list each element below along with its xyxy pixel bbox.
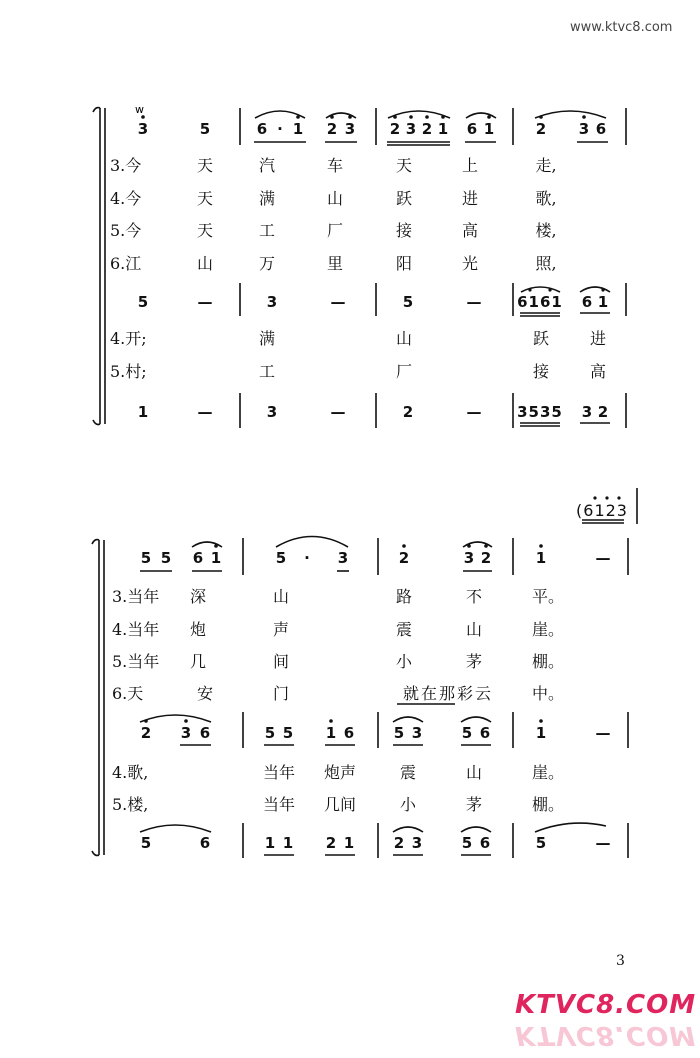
note: 6 <box>581 293 593 311</box>
note: 3 <box>266 293 278 311</box>
note-group: 3535 <box>517 403 563 421</box>
lyric: 里 <box>326 254 344 273</box>
lyric: 平。 <box>531 587 565 606</box>
note: 6 <box>256 120 268 138</box>
slur <box>461 827 491 832</box>
lyric: 厂 <box>395 362 413 381</box>
lyric: 高 <box>589 362 607 381</box>
lyric: 茅 <box>465 652 483 671</box>
note: 1 <box>437 120 449 138</box>
lyric: 高 <box>461 221 479 240</box>
slur <box>461 717 491 722</box>
watermark-logo <box>515 990 696 1020</box>
lyric: 崖。 <box>531 620 565 639</box>
ornament-mark: w <box>135 103 144 116</box>
lyric: 几 <box>189 652 207 671</box>
lyric: 中。 <box>531 684 565 703</box>
lyric: 间 <box>272 652 290 671</box>
note: 5 <box>402 293 414 311</box>
lyric: 天 <box>196 189 214 208</box>
note: 6 <box>343 724 355 742</box>
note: 2 <box>535 120 547 138</box>
lyric: 走, <box>535 156 557 175</box>
lyric: 山 <box>196 254 214 273</box>
lyric: 天 <box>196 156 214 175</box>
lyric: 山 <box>326 189 344 208</box>
slur <box>393 827 423 832</box>
note: 6 <box>192 549 204 567</box>
slur <box>388 111 450 118</box>
lyric: 上 <box>461 156 479 175</box>
lyric: 万 <box>258 254 276 273</box>
note: 3 <box>180 724 192 742</box>
note: 3 <box>344 120 356 138</box>
note: 2 <box>325 834 337 852</box>
lyric: 工 <box>258 221 276 240</box>
note: 5 <box>160 549 172 567</box>
note: 1 <box>343 834 355 852</box>
note: 1 <box>137 403 149 421</box>
ossia-notes: (6123 <box>576 501 628 520</box>
note: 5 <box>275 549 287 567</box>
lyric: 棚。 <box>531 795 565 814</box>
note-group: 6161 <box>517 293 563 311</box>
slur <box>535 111 606 118</box>
note: 5 <box>535 834 547 852</box>
lyric: 路 <box>395 587 413 606</box>
dash: — <box>466 403 482 421</box>
lyric: 山 <box>395 329 413 348</box>
lyric: 汽 <box>258 156 276 175</box>
note: 5 <box>461 834 473 852</box>
lyric: 当年 <box>262 763 296 782</box>
lyric: 进 <box>461 189 479 208</box>
site-url[interactable]: www.ktvc8.com <box>570 20 673 35</box>
dot: · <box>304 549 310 567</box>
note: 1 <box>535 724 547 742</box>
note: 3 <box>266 403 278 421</box>
dash: — <box>330 293 346 311</box>
lyric: 门 <box>272 684 290 703</box>
note: 3 <box>137 120 149 138</box>
note: 3 <box>463 549 475 567</box>
lyric: 棚。 <box>531 652 565 671</box>
slur <box>140 825 211 832</box>
note: 5 <box>140 834 152 852</box>
lyric: 阳 <box>395 254 413 273</box>
lyric: 车 <box>326 156 344 175</box>
lyric: 山 <box>272 587 290 606</box>
note: 3 <box>337 549 349 567</box>
note: 3 <box>405 120 417 138</box>
note: 2 <box>389 120 401 138</box>
lyric: 炮声 <box>323 763 357 782</box>
note: 2 <box>140 724 152 742</box>
lyric: 接 <box>395 221 413 240</box>
note: 5 <box>199 120 211 138</box>
note: 1 <box>210 549 222 567</box>
lyric: 震 <box>399 763 417 782</box>
verse-label: 4.当年 <box>112 620 160 639</box>
note: 6 <box>199 724 211 742</box>
note: 2 <box>480 549 492 567</box>
lyric: 光 <box>461 254 479 273</box>
dash: — <box>595 724 611 742</box>
note: 5 <box>393 724 405 742</box>
verse-label: 5.楼, <box>112 795 149 814</box>
note: 3 <box>411 724 423 742</box>
lyric: 小 <box>395 652 413 671</box>
lyric: 安 <box>196 684 214 703</box>
verse-label: 4.今 <box>110 189 142 208</box>
dot: · <box>277 120 283 138</box>
lyric: 山 <box>465 620 483 639</box>
note: 5 <box>282 724 294 742</box>
slur <box>580 287 610 292</box>
verse-label: 5.村; <box>110 362 147 381</box>
lyric: 震 <box>395 620 413 639</box>
slur <box>466 113 496 118</box>
note: 5 <box>461 724 473 742</box>
lyric: 声 <box>272 620 290 639</box>
verse-label: 6.天 <box>112 684 144 703</box>
verse-label: 4.开; <box>110 329 147 348</box>
lyric: 几间 <box>323 795 357 814</box>
note: 2 <box>597 403 609 421</box>
note: 2 <box>326 120 338 138</box>
note: 1 <box>325 724 337 742</box>
verse-label: 3.当年 <box>112 587 160 606</box>
octave-dots <box>141 115 620 723</box>
lyric: 满 <box>258 189 276 208</box>
lyric: 山 <box>465 763 483 782</box>
note: 3 <box>578 120 590 138</box>
dash: — <box>330 403 346 421</box>
slur <box>535 823 606 832</box>
lyric: 楼, <box>535 221 557 240</box>
lyric: 崖。 <box>531 763 565 782</box>
note: 2 <box>402 403 414 421</box>
note: 6 <box>479 834 491 852</box>
note: 3 <box>581 403 593 421</box>
note: 3 <box>411 834 423 852</box>
verse-label: 4.歌, <box>112 763 149 782</box>
lyric: 炮 <box>189 620 207 639</box>
note: 2 <box>393 834 405 852</box>
watermark-text: KTVC8.COM <box>515 990 697 1020</box>
lyric: 厂 <box>326 221 344 240</box>
verse-label: 5.今 <box>110 221 142 240</box>
note: 1 <box>282 834 294 852</box>
lyric: 照, <box>535 254 557 273</box>
note: 6 <box>595 120 607 138</box>
lyric: 跃 <box>532 329 550 348</box>
slur <box>276 537 348 548</box>
lyric: 工 <box>258 362 276 381</box>
lyric: 不 <box>465 587 483 606</box>
lyric: 深 <box>189 587 207 606</box>
lyric: 歌, <box>535 189 557 208</box>
note: 1 <box>264 834 276 852</box>
lyric: 茅 <box>465 795 483 814</box>
watermark-reflection <box>515 1020 696 1050</box>
note: 6 <box>479 724 491 742</box>
note: 2 <box>421 120 433 138</box>
dash: — <box>197 293 213 311</box>
note: 5 <box>264 724 276 742</box>
page-number: 3 <box>616 953 625 969</box>
lyric: 就在那彩云 <box>402 684 494 703</box>
note: 6 <box>466 120 478 138</box>
lyric: 进 <box>589 329 607 348</box>
note: 1 <box>535 549 547 567</box>
slur <box>521 287 560 292</box>
note: 1 <box>483 120 495 138</box>
dash: — <box>197 403 213 421</box>
lyric: 天 <box>196 221 214 240</box>
dash: — <box>595 834 611 852</box>
slur <box>393 717 423 722</box>
verse-label: 6.江 <box>110 254 142 273</box>
system-brace <box>92 540 99 856</box>
note: 1 <box>292 120 304 138</box>
note: 6 <box>199 834 211 852</box>
lyric: 跃 <box>395 189 413 208</box>
verse-label: 3.今 <box>110 156 142 175</box>
system-brace <box>93 108 100 425</box>
lyric: 当年 <box>262 795 296 814</box>
lyric: 满 <box>258 329 276 348</box>
note: 1 <box>597 293 609 311</box>
note: 5 <box>140 549 152 567</box>
verse-label: 5.当年 <box>112 652 160 671</box>
note: 2 <box>398 549 410 567</box>
slur <box>140 715 211 722</box>
dash: — <box>466 293 482 311</box>
note: 5 <box>137 293 149 311</box>
lyric: 接 <box>532 362 550 381</box>
watermark-reflection-text: KTVC8.COM <box>515 1020 697 1050</box>
lyric: 天 <box>395 156 413 175</box>
dash: — <box>595 549 611 567</box>
lyric: 小 <box>399 795 417 814</box>
